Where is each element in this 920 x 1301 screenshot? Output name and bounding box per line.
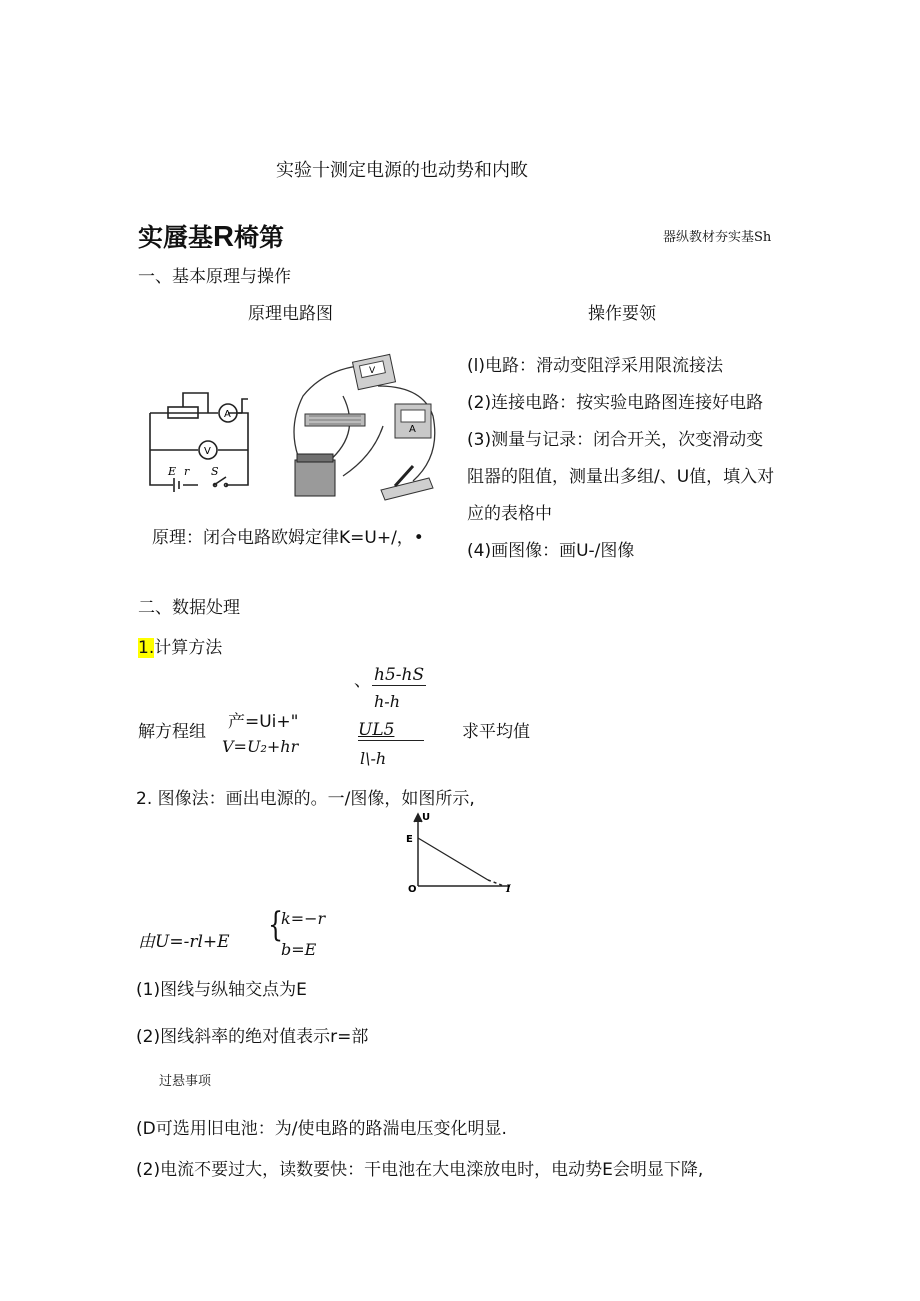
apparatus-ammeter-label: A (409, 424, 416, 435)
graph-i-label: I (506, 884, 511, 895)
fraction-1-numerator: h5-hS (374, 665, 425, 685)
equation-1: 产=Ui+" (228, 712, 299, 732)
part3-heading: 过悬事项 (159, 1074, 212, 1089)
graph-origin-label: O (408, 884, 417, 895)
section-heading-letter: R (213, 221, 234, 253)
note-1: (1)图线与纵轴交点为E (136, 980, 307, 1000)
step-2: (2)连接电路：按实验电路图连接好电路 (467, 393, 764, 413)
calc-title: 计算方法 (154, 638, 223, 658)
fraction-1-denominator: h-h (374, 692, 401, 711)
step-1: (l)电路：滑动变阻浮采用限流接法 (467, 356, 723, 376)
graph-e-label: E (406, 834, 413, 845)
part1-heading: 一、基本原理与操作 (138, 267, 291, 287)
voltmeter-label: V (204, 446, 211, 457)
col-left-title: 原理电路图 (248, 304, 333, 324)
solve-label: 解方程组 (138, 722, 206, 742)
system-brace: { (268, 905, 284, 945)
section-heading (138, 218, 284, 254)
relation-equation: 由U=-rl+E (138, 932, 230, 952)
u-i-graph (400, 808, 525, 898)
apparatus-illustration (283, 356, 443, 504)
step-3-line2: 阻器的阻值，测量出多组/、U值，填入对 (467, 467, 775, 487)
section-heading-prefix: 实蜃基 (138, 223, 214, 252)
precaution-1: (D可选用旧电池：为/使电路的路湍电压变化明显. (136, 1119, 507, 1139)
average-label: 求平均值 (462, 722, 530, 742)
part2-heading: 二、数据处理 (138, 598, 240, 618)
step-4: (4)画图像：画U-/图像 (467, 541, 635, 561)
equation-2: V=U₂+hr (222, 737, 299, 756)
precaution-2: (2)电流不要过大，读数要快：干电池在大电滦放电时，电动势E会明显下降, (136, 1160, 704, 1180)
page-title: 实验十测定电源的也动势和内畋 (276, 160, 528, 181)
apparatus-voltmeter-label: V (369, 366, 376, 376)
graph-u-label: U (422, 812, 431, 823)
fraction-2-denominator: l\-h (360, 749, 387, 768)
relation-text (138, 927, 230, 952)
ammeter-label: A (224, 409, 231, 420)
graph-method-text: 2. 图像法：画出电源的。一/图像，如图所示, (136, 789, 475, 809)
calc-number: 1. (138, 638, 155, 658)
principle-text: 原理：闭合电路欧姆定律K=U+/，• (152, 528, 424, 548)
section-heading-suffix: 椅第 (233, 223, 284, 252)
step-3-line3: 应的表格中 (467, 504, 552, 524)
right-note: 器纵教材夯实基Sh (663, 230, 772, 245)
emf-label: E (168, 465, 177, 478)
resistance-label: r (184, 465, 190, 478)
circuit-diagram (138, 385, 288, 500)
system-k: k=−r (281, 909, 326, 928)
system-b: b=E (281, 940, 317, 959)
switch-label: S (211, 465, 219, 478)
step-3-line1: (3)测量与记录：闭合开关，次变滑动变 (467, 430, 764, 450)
note-2: (2)图线斜率的绝对值表示r=部 (136, 1027, 369, 1047)
fraction-prefix: 、 (354, 671, 371, 691)
col-right-title: 操作要领 (588, 304, 656, 324)
fraction-2-numerator: UL5 (358, 720, 424, 741)
calc-method-heading (138, 633, 222, 658)
